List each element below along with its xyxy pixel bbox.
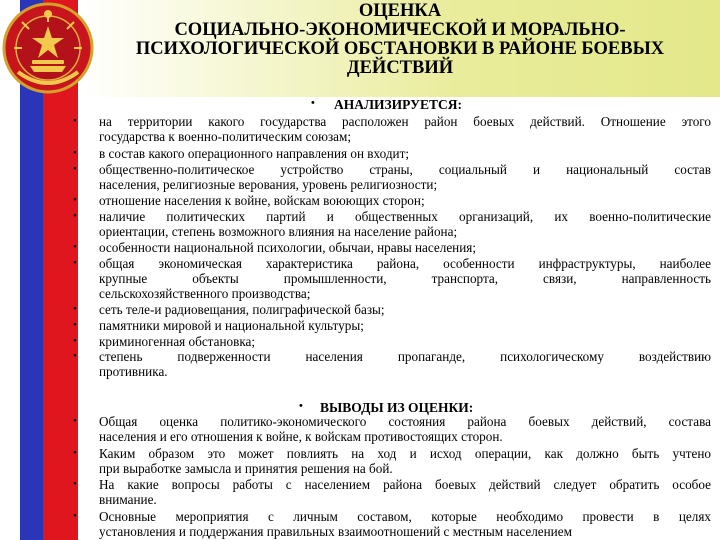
page-title: [100, 2, 700, 78]
title-line: ДЕЙСТВИЙ: [346, 58, 454, 78]
list-item-line: особенности национальной психологии, обычаи, нравы населения;: [99, 240, 477, 255]
bullet: •: [73, 510, 77, 522]
list-item-line: сельскохозяйственного производства;: [99, 286, 311, 301]
list-item-text: [99, 446, 711, 476]
list-item-text: [99, 209, 711, 239]
list-item-line: памятники мировой и национальной культуры;: [99, 318, 364, 333]
bullet: •: [73, 478, 77, 490]
title-line: ПСИХОЛОГИЧЕСКОЙ ОБСТАНОВКИ В РАЙОНЕ БОЕВЫХ: [135, 39, 665, 59]
list-item-line: крупные объекты промышленности, транспорта, связи, направленность: [99, 271, 711, 286]
bullet: •: [73, 415, 77, 427]
title-line: ОЦЕНКА: [358, 1, 442, 21]
list-item-text: [99, 414, 711, 444]
bullet: •: [73, 210, 77, 222]
list-item-line: на территории какого государства расположен район боевых действий. Отношение этого: [99, 114, 711, 129]
list-item-line: Основные мероприятия с личным составом, которые необходимо провести в целях: [99, 509, 711, 524]
list-item-text: [99, 193, 711, 208]
list-item-text: [99, 114, 711, 144]
list-item-text: [99, 256, 711, 301]
bullet: •: [73, 350, 77, 362]
bullet: •: [73, 257, 77, 269]
list-item-text: [99, 162, 711, 192]
list-item-line: сеть теле-и радиовещания, полиграфической базы;: [99, 302, 385, 317]
list-item-line: Общая оценка политико-экономического состояния района боевых действий, состава: [99, 414, 711, 429]
list-item-line: общественно-политическое устройство страны, социальный и национальный состав: [99, 162, 711, 177]
list-item-line: Каким образом это может повлиять на ход и исход операции, как должно быть учтено: [99, 446, 711, 461]
section-heading-text: АНАЛИЗИРУЕТСЯ:: [334, 97, 463, 112]
bullet: •: [73, 319, 77, 331]
section-heading-text: ВЫВОДЫ ИЗ ОЦЕНКИ:: [320, 400, 474, 415]
section-bullet: •: [311, 97, 315, 109]
section-bullet: •: [299, 400, 303, 412]
list-item-line: ориентации, степень возможного влияния на население района;: [99, 224, 458, 239]
list-item-line: степень подверженности населения пропаганде, психологическому воздействию: [99, 349, 711, 364]
list-item-line: отношение населения к войне, войскам воюющих сторон;: [99, 193, 425, 208]
bullet: •: [73, 241, 77, 253]
list-item-text: [99, 318, 711, 333]
bullet: •: [73, 303, 77, 315]
bullet: •: [73, 194, 77, 206]
list-item-text: [99, 349, 711, 379]
list-item-line: общая экономическая характеристика района, особенности инфраструктуры, наиболее: [99, 256, 711, 271]
list-item-line: На какие вопросы работы с населением района боевых действий следует обратить особое: [99, 477, 711, 492]
bullet: •: [73, 115, 77, 127]
list-item-line: населения и его отношения к войне, к войскам противостоящих сторон.: [99, 429, 503, 444]
list-item-line: противника.: [99, 364, 168, 379]
list-item-text: [99, 509, 711, 539]
list-item-line: государства к военно-политическим союзам;: [99, 129, 352, 144]
bullet: •: [73, 335, 77, 347]
title-line: СОЦИАЛЬНО-ЭКОНОМИЧЕСКОЙ И МОРАЛЬНО-: [174, 20, 626, 40]
list-item-text: [99, 146, 711, 161]
list-item-line: наличие политических партий и общественных организаций, их военно-политические: [99, 209, 711, 224]
list-item-line: при выработке замысла и принятия решения на бой.: [99, 461, 393, 476]
section-heading-analyzed: [0, 97, 720, 113]
list-item-line: установления и поддержания правильных взаимоотношений с местным населением: [99, 524, 572, 539]
military-emblem-icon: [2, 2, 94, 94]
bullet: •: [73, 163, 77, 175]
list-item-line: в состав какого операционного направления он входит;: [99, 146, 410, 161]
list-item-line: населения, религиозные верования, уровень религиозности;: [99, 177, 438, 192]
list-item-text: [99, 477, 711, 507]
list-item-text: [99, 302, 711, 317]
list-item-line: внимание.: [99, 492, 157, 507]
list-item-line: криминогенная обстановка;: [99, 334, 256, 349]
bullet: •: [73, 147, 77, 159]
list-item-text: [99, 334, 711, 349]
list-item-text: [99, 240, 711, 255]
bullet: •: [73, 447, 77, 459]
